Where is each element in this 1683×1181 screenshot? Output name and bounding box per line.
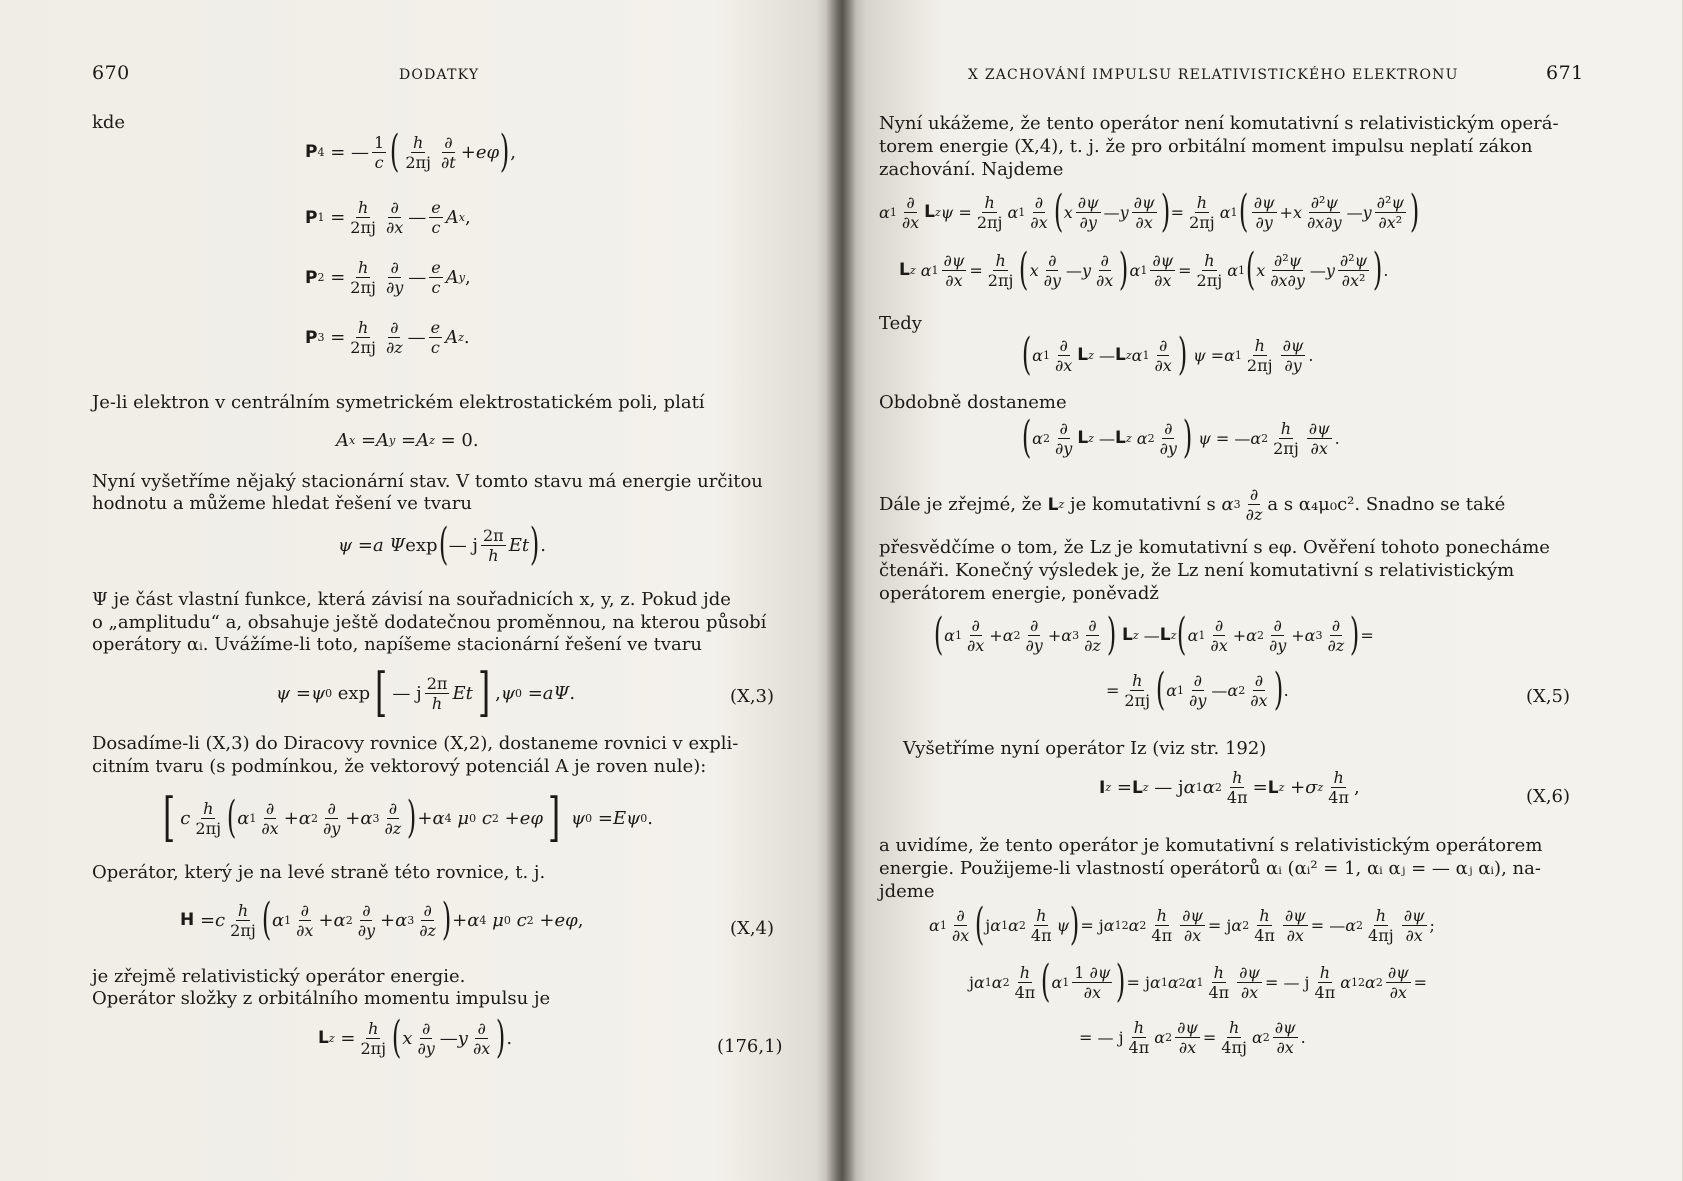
- paragraph-commutes-2: přesvědčíme o tom, že Lz je komutativní s eφ. Ověření tohoto ponecháme: [879, 537, 1550, 558]
- paragraph-energy-operator: je zřejmě relativistický operátor energie.: [92, 966, 466, 987]
- equation-alpha-identity-3: = — j h 4π α 2 ∂ψ ∂x = h 4πj α 2 ∂ψ ∂x .: [1079, 1018, 1306, 1057]
- paragraph-stationary-1: Nyní vyšetříme nějaký stacionární stav. V tomto stavu má energie určitou: [92, 471, 763, 492]
- text-commutes-post: a s α₄μ₀c². Snadno se také: [1267, 494, 1506, 515]
- equation-alpha-identity-2: j α 1 α 2 h 4π ( α 1 1 ∂ψ ∂x ) = j α 1 α 2 α 1 h 4π ∂ψ ∂x = — j h 4π α 1 2 α 2 ∂ψ ∂x =: [969, 956, 1428, 1007]
- equation-p2: P 2 = h 2πj ∂ ∂y — e c A y ,: [305, 258, 471, 297]
- equation-dirac-explicit: [ c h 2πj ( α 1 ∂ ∂x + α 2 ∂ ∂y + α 3 ∂ ∂z ) + α 4 μ 0 c 2 + eφ ] ψ 0 = Eψ 0 .: [163, 788, 653, 848]
- paragraph-central-field: Je-li elektron v centrálním symetrickém elektrostatickém poli, platí: [92, 392, 705, 413]
- left-page: [0, 0, 841, 1181]
- paragraph-dirac-1: Dosadíme-li (X,3) do Diracovy rovnice (X,2), dostaneme rovnici v expli-: [92, 733, 739, 754]
- text-tedy: Tedy: [879, 313, 922, 334]
- paragraph-commutes-4: operátorem energie, poněvadž: [879, 583, 1159, 604]
- text-obdobne: Obdobně dostaneme: [879, 392, 1067, 413]
- equation-number-x3: (X,3): [730, 686, 775, 707]
- paragraph-psi-3: operátory αᵢ. Uvážíme-li toto, napíšeme stacionární řešení ve tvaru: [92, 634, 702, 655]
- equation-x4: H = c h 2πj ( α 1 ∂ ∂x + α 2 ∂ ∂y + α 3 ∂ ∂z ) + α 4 μ 0 c 2 + eφ ,: [180, 894, 584, 945]
- equation-number-176-1: (176,1): [717, 1036, 783, 1057]
- paragraph-psi-2: o „amplitudu“ a, obsahuje ještě dodatečnou proměnnou, na kterou působí: [92, 612, 767, 633]
- equation-x5-line1: ( α 1 ∂ ∂x + α 2 ∂ ∂y + α 3 ∂ ∂z ) L z — L z ( α 1 ∂ ∂x + α 2 ∂ ∂y + α 3 ∂ ∂z ) =: [933, 609, 1374, 660]
- equation-alpha-identity-1: α 1 ∂ ∂x ( j α 1 α 2 h 4π ψ ) = j α 1 2 α 2 h 4π ∂ψ ∂x = j α 2 h 4π ∂ψ ∂x = — α 2 h 4πj ∂ψ ∂x ;: [929, 899, 1435, 950]
- equation-x6: I z = L z — j α 1 α 2 h 4π = L z + σ z h 4π ,: [1099, 768, 1360, 807]
- running-header: X ZACHOVÁNÍ IMPULSU RELATIVISTICKÉHO ELEKTRONU: [968, 67, 1459, 83]
- paragraph-iz-commutes-2: energie. Použijeme-li vlastností operátorů αᵢ (αᵢ² = 1, αᵢ αⱼ = — αⱼ αᵢ), na-: [879, 858, 1541, 879]
- page-number: 671: [1546, 62, 1584, 84]
- paragraph-noncommutative-3: zachování. Najdeme: [879, 159, 1064, 180]
- right-page: [841, 0, 1682, 1181]
- equation-p1: P 1 = h 2πj ∂ ∂x — e c A x ,: [305, 198, 471, 237]
- equation-176-1: L z = h 2πj ( x ∂ ∂y — y ∂ ∂x ) .: [318, 1012, 513, 1063]
- equation-p4: P 4 = — 1 c ( h 2πj ∂ ∂t + eφ ) ,: [305, 126, 516, 177]
- equation-x5-line2: = h 2πj ( α 1 ∂ ∂y — α 2 ∂ ∂x ) .: [1106, 664, 1289, 715]
- equation-number-x5: (X,5): [1526, 686, 1571, 707]
- equation-lz-alpha1: L z α 1 ∂ψ ∂x = h 2πj ( x ∂ ∂y — y ∂ ∂x ) α 1 ∂ψ ∂x = h 2πj α 1 ( x ∂²ψ ∂x∂y — y ∂²ψ ∂x² ) .: [899, 244, 1389, 295]
- text-commutes-pre: Dále je zřejmé, že: [879, 494, 1042, 515]
- paragraph-commutes-3: čtenáři. Konečný výsledek je, že Lz není komutativní s relativistickým: [879, 560, 1515, 581]
- page-number: 670: [92, 62, 130, 84]
- equation-psi-exp: ψ = a Ψ exp ( — j 2π h Et ) .: [338, 519, 546, 570]
- paragraph-noncommutative-1: Nyní ukážeme, že tento operátor není komutativní s relativistickým operá-: [879, 113, 1559, 134]
- equation-number-x4: (X,4): [730, 918, 775, 939]
- paragraph-stationary-2: hodnotu a můžeme hledat řešení ve tvaru: [92, 493, 472, 514]
- text-kde: kde: [92, 112, 126, 133]
- paragraph-iz: Vyšetříme nyní operátor Iz (viz str. 192): [903, 738, 1267, 759]
- paragraph-psi-1: Ψ je část vlastní funkce, která závisí na souřadnicích x, y, z. Pokud jde: [92, 589, 731, 610]
- paragraph-noncommutative-2: torem energie (X,4), t. j. že pro orbitální moment impulsu neplatí zákon: [879, 136, 1533, 157]
- equation-alpha1-lz: α 1 ∂ ∂x L z ψ = h 2πj α 1 ∂ ∂x ( x ∂ψ ∂y — y ∂ψ ∂x ) = h 2πj α 1 ( ∂ψ ∂y + x ∂²ψ ∂x∂y — y ∂²ψ ∂x² ): [879, 186, 1420, 237]
- equation-commutator-y: ( α 2 ∂ ∂y L z — L z α 2 ∂ ∂y ) ψ = — α 2 h 2πj ∂ψ ∂x .: [1021, 412, 1340, 463]
- paragraph-commutes-1: Dále je zřejmé, že L z je komutativní s α 3 ∂ ∂z a s α₄μ₀c². Snadno se také: [879, 485, 1506, 524]
- paragraph-momentum-component: Operátor složky z orbitálního momentu impulsu je: [92, 988, 551, 1009]
- text-commutes-mid: je komutativní s: [1069, 494, 1216, 515]
- equation-commutator-x: ( α 1 ∂ ∂x L z — L z α 1 ∂ ∂x ) ψ = α 1 h 2πj ∂ψ ∂y .: [1021, 329, 1314, 380]
- equation-number-x6: (X,6): [1526, 786, 1571, 807]
- paragraph-dirac-2: citním tvaru (s podmínkou, že vektorový potenciál A je roven nule):: [92, 756, 707, 777]
- paragraph-operator: Operátor, který je na levé straně této rovnice, t. j.: [92, 862, 546, 883]
- paragraph-iz-commutes-3: jdeme: [879, 881, 935, 902]
- running-header: DODATKY: [399, 67, 480, 83]
- equation-x3: ψ = ψ 0 exp [ — j 2π h Et ] , ψ 0 = aΨ .: [276, 663, 576, 723]
- equation-p3: P 3 = h 2πj ∂ ∂z — e c A z .: [305, 318, 470, 357]
- paragraph-iz-commutes-1: a uvidíme, že tento operátor je komutativní s relativistickým operátorem: [879, 835, 1543, 856]
- equation-potentials-zero: A x = A y = A z = 0.: [336, 430, 479, 451]
